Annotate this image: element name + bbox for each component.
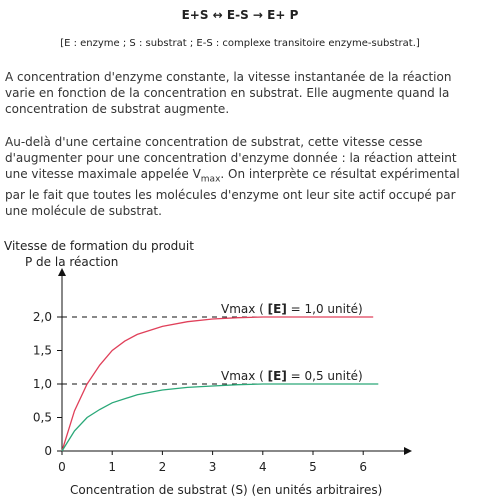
y-tick-label: 2,0	[32, 310, 52, 324]
y-tick-label: 1,0	[32, 377, 52, 391]
annotation-low-suffix: = 0,5 unité)	[286, 369, 363, 383]
annotation-low-symbol: [E]	[267, 369, 287, 383]
paragraph-vmax-text-a: Au-delà d'une certaine concentration de substrat, cette vitesse cesse d'augmenter pour une concentration d'enzyme donnée : la réaction atteint une vitesse maximale appelée V	[5, 135, 457, 181]
y-tick-label: 1,5	[32, 343, 52, 358]
paragraph-vmax	[5, 134, 473, 219]
annotation-low-prefix: Vmax (	[221, 369, 268, 383]
series-curves	[62, 317, 378, 451]
annotation-high-prefix: Vmax (	[221, 302, 268, 316]
x-tick-label: 0	[58, 460, 66, 474]
x-ticks	[58, 451, 367, 474]
enzyme-kinetics-chart	[0, 236, 480, 500]
annotation-high-suffix: = 1,0 unité)	[286, 302, 363, 316]
x-tick-label: 2	[158, 460, 167, 474]
annotation-high-symbol: [E]	[267, 302, 287, 316]
paragraph-vmax-text-b: . On interprète ce résultat expérimental par le fait que toutes les molécules d'enzyme ont leur site actif occupé par une molécule de substrat.	[5, 167, 460, 219]
x-axis-label: Concentration de substrat (S) (en unités arbitraires)	[70, 483, 383, 497]
x-tick-label: 4	[258, 460, 267, 474]
x-tick-label: 5	[309, 460, 317, 474]
x-tick-label: 6	[359, 460, 368, 474]
y-axis-label-line1: Vitesse de formation du produit	[4, 239, 194, 253]
svg-text:Vmax ( [E] = 1,0 unité)	[221, 302, 363, 316]
equation-legend: [E : enzyme ; S : substrat ; E-S : complexe transitoire enzyme-substrat.]	[60, 38, 420, 49]
svg-text:Vmax ( [E] = 0,5 unité)	[221, 369, 363, 383]
y-tick-label: 0	[44, 444, 52, 458]
y-tick-label: 0,5	[32, 410, 52, 425]
y-ticks	[33, 310, 62, 458]
y-axis-label-line2: P de la réaction	[25, 255, 119, 269]
vmax-subscript: max	[200, 174, 221, 185]
annotation-high	[221, 302, 363, 316]
x-tick-label: 3	[208, 460, 217, 474]
x-tick-label: 1	[108, 460, 117, 474]
paragraph-intro-text: A concentration d'enzyme constante, la vitesse instantanée de la réaction varie en fonction de la concentration en substrat. Elle augmente quand la concentration de substrat augmente.	[5, 70, 452, 116]
reaction-equation: E+S ↔ E-S → E+ P	[181, 8, 299, 22]
paragraph-intro	[5, 69, 473, 117]
annotation-low	[221, 369, 363, 383]
series-line-enzyme-0-5	[62, 384, 378, 451]
